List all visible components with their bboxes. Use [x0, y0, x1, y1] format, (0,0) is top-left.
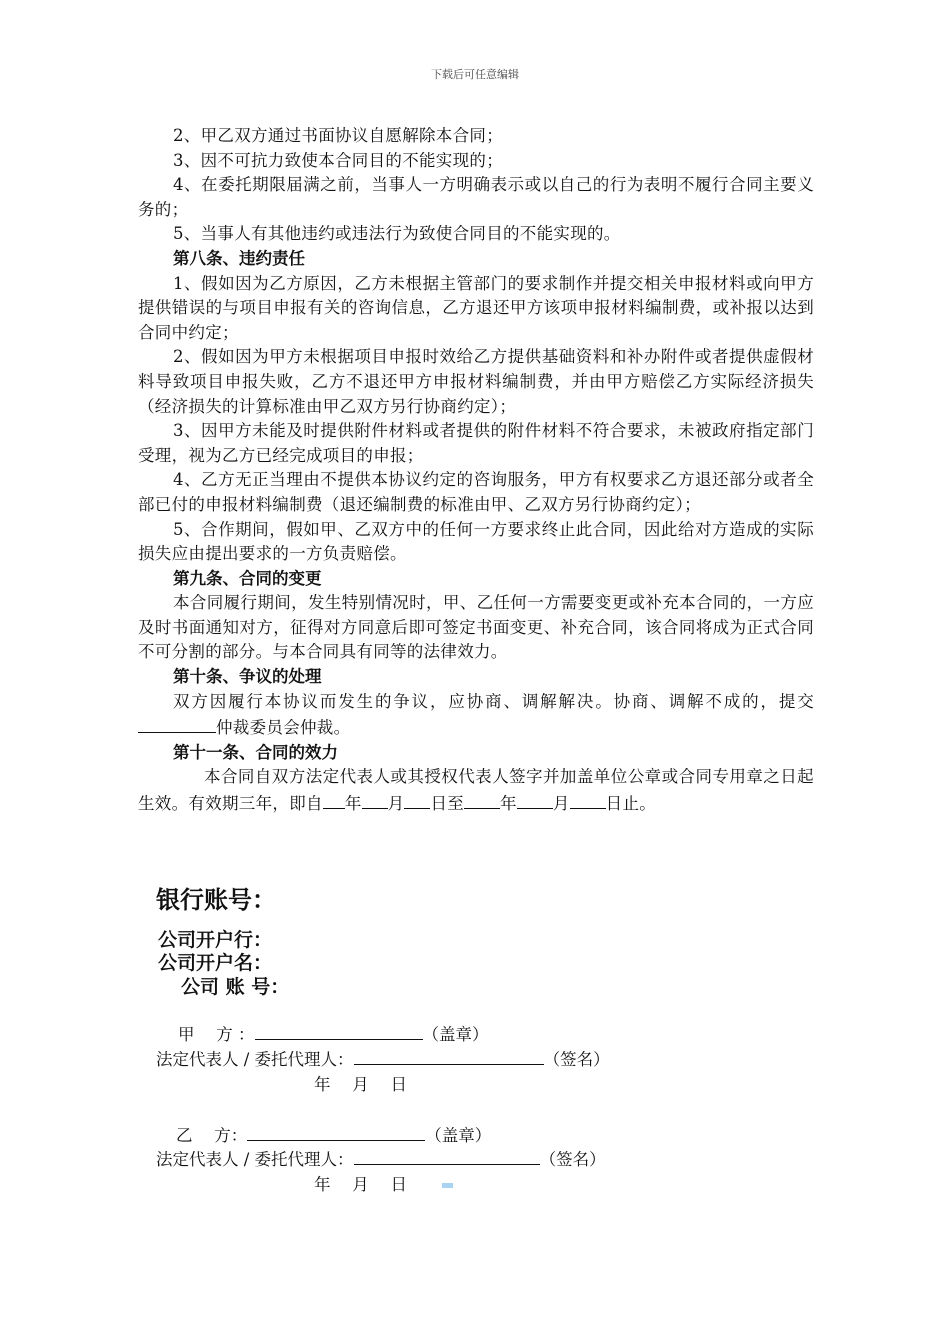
dispute-text: 双方因履行本协议而发生的争议，应协商、调解解决。协商、调解不成的，提交 [173, 691, 814, 711]
month-label: 月 [387, 794, 405, 814]
party-b-signature-field[interactable] [354, 1146, 540, 1165]
validity-text: 本合同自双方法定代表人或其授权代表人签字并加盖单位公章或合同专用章之日起生效。有效期三年，即自 [138, 767, 814, 814]
month-label: 月 [552, 794, 570, 814]
dispute-paragraph [138, 690, 814, 741]
month-blank-2 [517, 790, 553, 809]
party-b-rep-line [156, 1146, 606, 1170]
contract-body [138, 124, 814, 817]
clause-paragraph: 5、当事人有其他违约或违法行为致使合同目的不能实现的。 [173, 224, 621, 244]
clause-paragraph: 4、乙方无正当理由不提供本协议约定的咨询服务，甲方有权要求乙方退还部分或者全部已付的申报材料编制费（退还编制费的标准由甲、乙双方另行协商约定）； [138, 470, 814, 514]
party-b-rep-label: 法定代表人 / 委托代理人： [156, 1150, 354, 1169]
bank-account-title: 银行账号： [156, 886, 276, 914]
clause-paragraph: 2、假如因为甲方未根据项目申报时效给乙方提供基础资料和补办附件或者提供虚假材料导致项目申报失败，乙方不退还甲方申报材料编制费，并由甲方赔偿乙方实际经济损失（经济损失的计算标准由甲乙双方另行协商约定）； [138, 347, 814, 416]
clause-paragraph: 4、在委托期限届满之前，当事人一方明确表示或以自己的行为表明不履行合同主要义务的； [138, 175, 814, 219]
party-b-sign-note: （签名） [539, 1150, 606, 1169]
party-a-rep-line [156, 1046, 610, 1070]
day-blank-1 [404, 790, 430, 809]
account-name-label: 公司开户名： [158, 952, 273, 974]
year-label: 年 [344, 794, 362, 814]
month-blank-1 [362, 790, 388, 809]
party-b-seal-note: （盖章） [425, 1126, 492, 1145]
party-b-seal-field[interactable] [247, 1122, 425, 1141]
party-a-sign-note: （签名） [543, 1050, 610, 1069]
clause-paragraph: 3、因甲方未能及时提供附件材料或者提供的附件材料不符合要求，未被政府指定部门受理，视为乙方已经完成项目的申报； [138, 421, 814, 465]
dispute-text-end: 仲裁委员会仲裁。 [216, 718, 351, 738]
year-blank-2 [464, 790, 500, 809]
clause-paragraph: 3、因不可抗力致使本合同目的不能实现的； [173, 150, 503, 170]
cursor-marker [442, 1183, 453, 1188]
party-a-rep-label: 法定代表人 / 委托代理人： [156, 1050, 354, 1069]
article-heading-8: 第八条、违约责任 [173, 248, 305, 268]
day-blank-2 [570, 790, 606, 809]
party-b-line [176, 1122, 491, 1146]
article-heading-10: 第十条、争议的处理 [173, 667, 322, 687]
bank-name-label: 公司开户行： [158, 929, 273, 951]
party-b-date: 年 月 日 [314, 1175, 407, 1194]
day-end-label: 日止。 [605, 794, 657, 814]
party-a-label: 甲 方 ： [178, 1025, 255, 1044]
article-heading-9: 第九条、合同的变更 [173, 568, 322, 588]
party-a-line [178, 1021, 489, 1045]
party-a-signature-field[interactable] [354, 1046, 544, 1065]
day-to-label: 日至 [430, 794, 465, 814]
clause-paragraph: 5、合作期间，假如甲、乙双方中的任何一方要求终止此合同，因此给对方造成的实际损失应由提出要求的一方负责赔偿。 [138, 519, 814, 564]
page-header: 下载后可任意编辑 [431, 68, 519, 81]
party-a-seal-field[interactable] [255, 1021, 423, 1040]
validity-paragraph [138, 765, 814, 816]
arbitration-blank [138, 714, 216, 733]
clause-paragraph: 1、假如因为乙方原因，乙方未根据主管部门的要求制作并提交相关申报材料或向甲方提供错误的与项目申报有关的咨询信息，乙方退还甲方该项申报材料编制费，或补报以达到合同中约定； [138, 273, 814, 342]
year-label: 年 [500, 794, 517, 814]
article-heading-11: 第十一条、合同的效力 [173, 742, 338, 762]
account-number-label: 公司 账 号： [181, 976, 290, 998]
year-blank-1 [323, 790, 345, 809]
party-b-label: 乙 方： [176, 1126, 248, 1145]
party-a-date: 年 月 日 [314, 1075, 407, 1094]
clause-paragraph: 2、甲乙双方通过书面协议自愿解除本合同； [173, 126, 503, 145]
party-a-seal-note: （盖章） [422, 1025, 489, 1044]
clause-paragraph: 本合同履行期间，发生特别情况时，甲、乙任何一方需要变更或补充本合同的，一方应及时书面通知对方，征得对方同意后即可签定书面变更、补充合同，该合同将成为正式合同不可分割的部分。与本合同具有同等的法律效力。 [138, 593, 814, 662]
